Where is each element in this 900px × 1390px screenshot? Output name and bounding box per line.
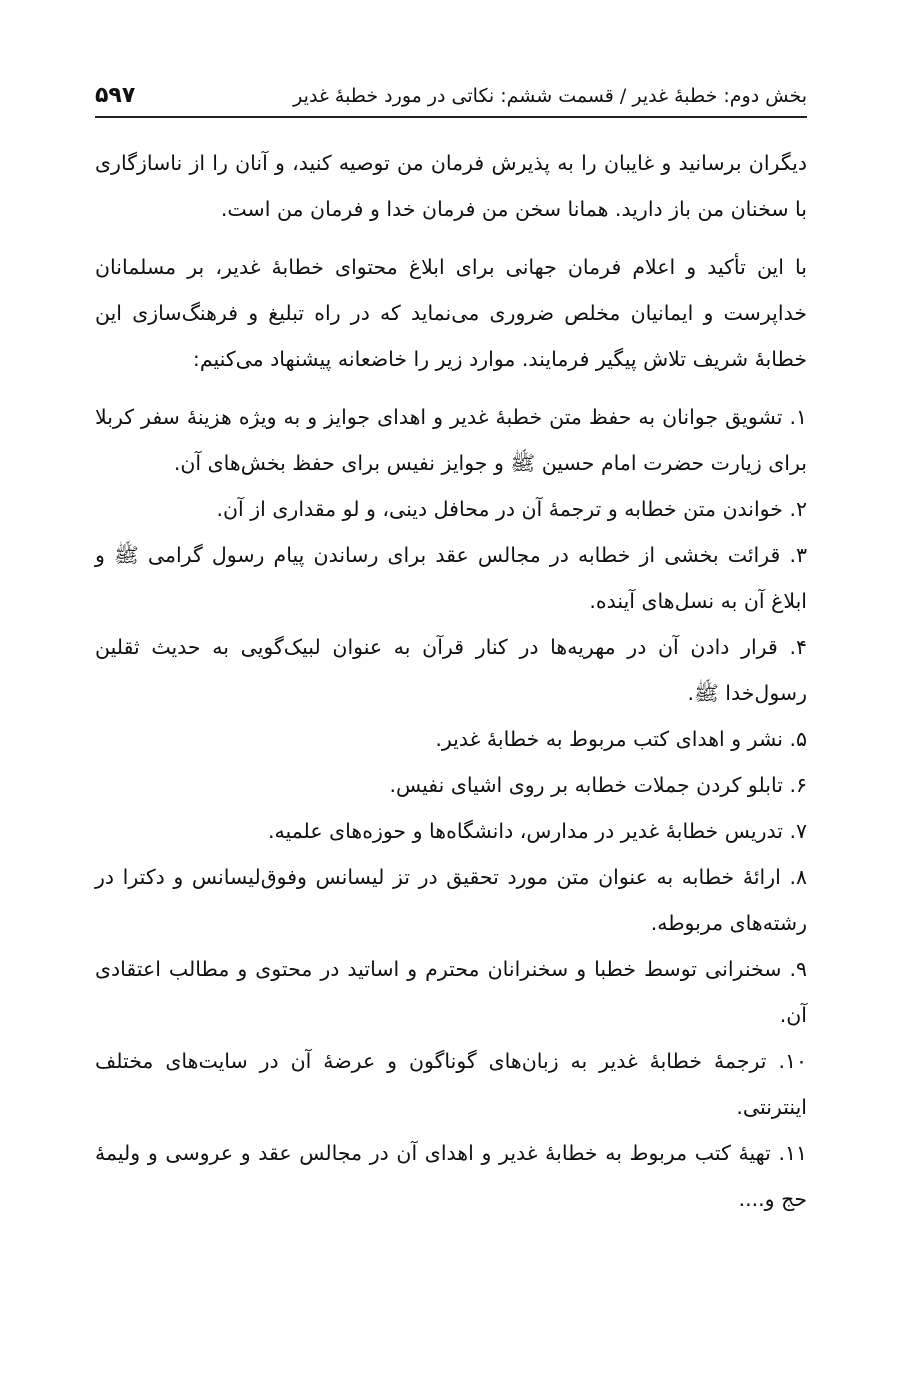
page-header: [95, 70, 807, 110]
list-item-6: ۶. تابلو کردن جملات خطابه بر روی اشیای نفیس.: [389, 773, 807, 797]
body-text: [95, 140, 807, 1222]
list-item-1: ۱. تشویق جوانان به حفظ متن خطبهٔ غدیر و اهدای جوایز و به ویژه هزینهٔ سفر کربلا برای زیارت حضرت امام حسین ﷺ و جوایز نفیس برای حفظ بخش‌های آن.: [95, 405, 807, 475]
list-item-4: ۴. قرار دادن آن در مهریه‌ها در کنار قرآن به عنوان لبیک‌گویی به حدیث ثقلین رسول‌خدا ﷺ.: [95, 635, 807, 705]
list-item-9: ۹. سخنرانی توسط خطبا و سخنرانان محترم و اساتید در محتوی و مطالب اعتقادی آن.: [95, 957, 807, 1027]
list-item-5: ۵. نشر و اهدای کتب مربوط به خطابهٔ غدیر.: [435, 727, 807, 751]
list-item-10: ۱۰. ترجمهٔ خطابهٔ غدیر به زبان‌های گوناگون و عرضهٔ آن در سایت‌های مختلف اینترنتی.: [95, 1049, 807, 1119]
running-title: بخش دوم: خطبهٔ غدیر / قسمت ششم: نکاتی در مورد خطبهٔ غدیر: [293, 85, 807, 107]
list-item-3: ۳. قرائت بخشی از خطابه در مجالس عقد برای رساندن پیام رسول گرامی ﷺ و ابلاغ آن به نسل‌های آینده.: [95, 543, 807, 613]
list-item-11: ۱۱. تهیهٔ کتب مربوط به خطابهٔ غدیر و اهدای آن در مجالس عقد و عروسی و ولیمهٔ حج و....: [95, 1141, 807, 1211]
list-item-2: ۲. خواندن متن خطابه و ترجمهٔ آن در محافل دینی، و لو مقداری از آن.: [216, 497, 807, 521]
paragraph-2: با این تأکید و اعلام فرمان جهانی برای ابلاغ محتوای خطابهٔ غدیر، بر مسلمانان خداپرست و ایمانیان مخلص ضروری می‌نماید که در راه تبلیغ و فرهنگ‌سازی این خطابهٔ شریف تلاش پیگیر فرمایند. موارد زیر را خاضعانه پیشنهاد می‌کنیم:: [95, 255, 807, 371]
paragraph-1: دیگران برسانید و غایبان را به پذیرش فرمان من توصیه کنید، و آنان را از ناسازگاری با سخنان من باز دارید. همانا سخن من فرمان خدا و فرمان من است.: [95, 151, 807, 221]
page-number: ۵۹۷: [95, 83, 136, 108]
book-page: [95, 0, 807, 1390]
list-item-8: ۸. ارائهٔ خطابه به عنوان متن مورد تحقیق در تز لیسانس وفوق‌لیسانس و دکترا در رشته‌های مربوطه.: [95, 865, 807, 935]
list-item-7: ۷. تدریس خطابهٔ غدیر در مدارس، دانشگاه‌ها و حوزه‌های علمیه.: [268, 819, 807, 843]
header-divider: [95, 116, 807, 118]
